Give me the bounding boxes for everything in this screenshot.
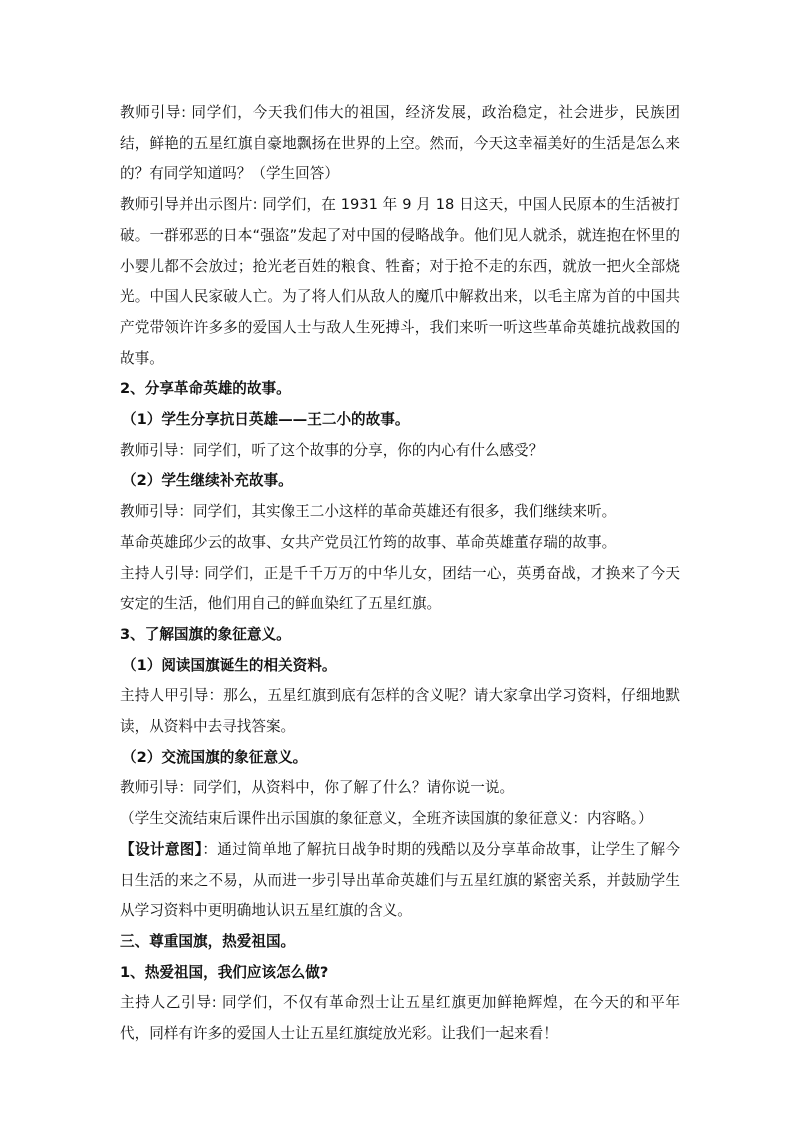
heading-read-flag-materials: （1）阅读国旗诞生的相关资料。 (122, 656, 337, 674)
paragraph-hero-list: 革命英雄邱少云的故事、女共产党员江竹筠的故事、革命英雄董存瑞的故事。 (120, 533, 617, 551)
paragraph-teacher-intro: 教师引导: 同学们，今天我们伟大的祖国，经济发展，政治稳定，社会进步，民族团结，鲜艳的五星红旗自豪地飘扬在世界的上空。然而，今天这幸福美好的生活是怎么来的？有同学知道吗？（学生回答） (120, 104, 680, 183)
heading-discuss-flag-meaning: （2）交流国旗的象征意义。 (122, 748, 308, 766)
design-intent-text: ：通过简单地了解抗日战争时期的残酷以及分享革命故事，让学生了解今日生活的来之不易，从而进一步引导出革命英雄们与五星红旗的紧密关系，并鼓励学生从学习资料中更明确地认识五星红旗的含义。 (120, 840, 680, 920)
document-page (120, 98, 680, 1050)
heading-respect-flag: 三、尊重国旗，热爱祖国。 (120, 932, 296, 950)
paragraph-host-a-guide: 主持人甲引导：那么，五星红旗到底有怎样的含义呢？请大家拿出学习资料，仔细地默读，从资料中去寻找答案。 (120, 687, 680, 736)
heading-love-country: 1、热爱祖国，我们应该怎么做? (120, 963, 329, 981)
paragraph-teacher-feeling: 教师引导：同学们，听了这个故事的分享，你的内心有什么感受？ (120, 441, 544, 459)
heading-wang-erxiao-story: （1）学生分享抗日英雄——王二小的故事。 (122, 411, 410, 429)
heading-more-stories: （2）学生继续补充故事。 (122, 472, 293, 490)
paragraph-host-guide: 主持人引导: 同学们，正是千千万万的中华儿女，团结一心，英勇奋战，才换来了今天安定的生活，他们用自己的鲜血染红了五星红旗。 (120, 564, 680, 613)
paragraph-student-exchange: （学生交流结束后课件出示国旗的象征意义，全班齐读国旗的象征意义：内容略。） (120, 810, 653, 828)
paragraph-host-b-guide: 主持人乙引导: 同学们，不仅有革命烈士让五星红旗更加鲜艳辉煌，在今天的和平年代，同样有许多的爱国人士让五星红旗绽放光彩。让我们一起来看！ (120, 994, 680, 1043)
heading-share-hero-stories: 2、分享革命英雄的故事。 (120, 380, 291, 398)
design-intent-label: 【设计意图】 (120, 840, 203, 858)
paragraph-history-1931: 教师引导并出示图片: 同学们，在 1931 年 9 月 18 日这天，中国人民原本的生活被打破。一群邪恶的日本“强盗”发起了对中国的侵略战争。他们见人就杀，就连抱在怀里的小婴儿都不会放过；抢光老百姓的粮食、牲畜；对于抢不走的东西，就放一把火全部烧光。中国人民家破人亡。为了将人们从敌人的魔爪中解救出来，以毛主席为首的中国共产党带领许许多多的爱国人士与敌人生死搏斗，我们来听一听这些革命英雄抗战救国的故事。 (120, 196, 680, 367)
paragraph-teacher-more-heroes: 教师引导：同学们，其实像王二小这样的革命英雄还有很多，我们继续来听。 (120, 503, 617, 521)
paragraph-design-intent (120, 835, 680, 927)
heading-flag-meaning: 3、了解国旗的象征意义。 (120, 625, 291, 643)
paragraph-teacher-discuss: 教师引导：同学们，从资料中，你了解了什么？请你说一说。 (120, 779, 515, 797)
